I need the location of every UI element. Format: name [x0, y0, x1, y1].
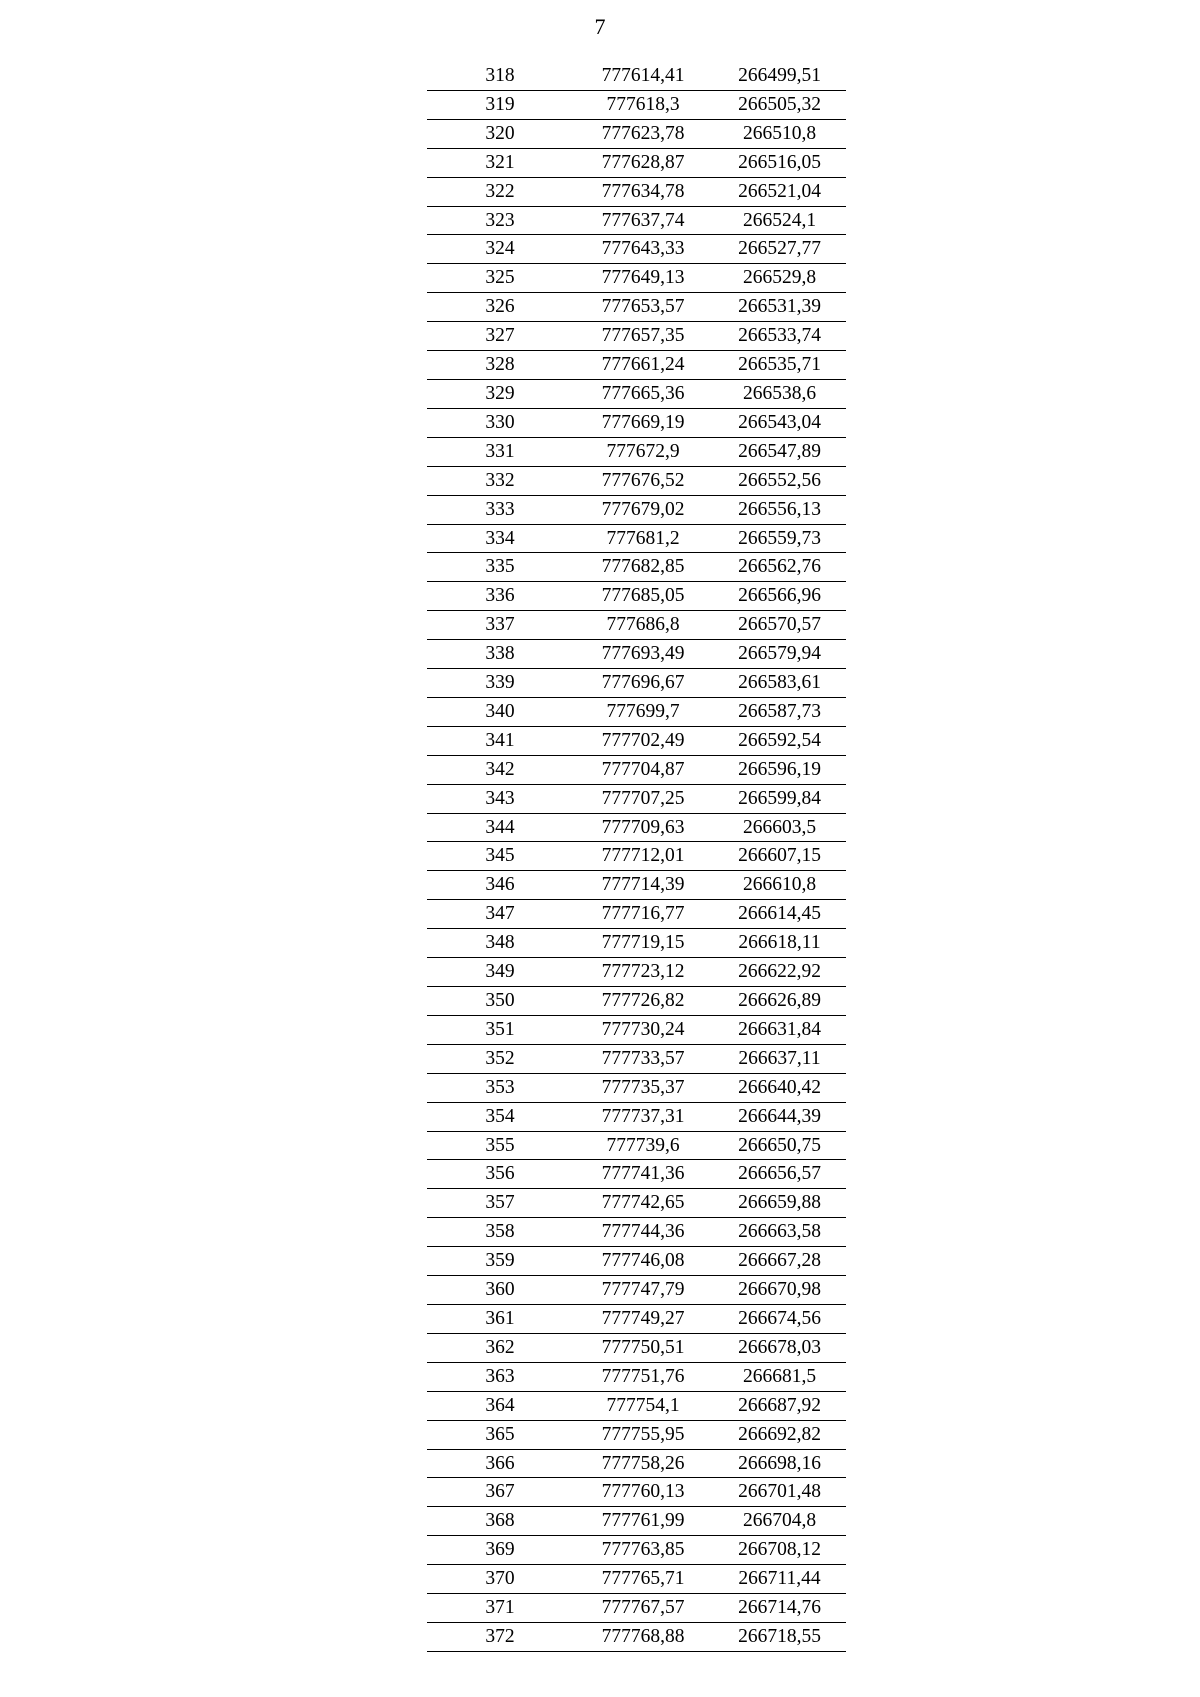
y-coordinate-cell: 266626,89	[713, 987, 846, 1016]
table-row	[427, 900, 846, 929]
x-coordinate-cell: 777760,13	[573, 1478, 713, 1507]
point-number-cell: 363	[427, 1362, 573, 1391]
point-number-cell: 340	[427, 697, 573, 726]
point-number-cell: 338	[427, 640, 573, 669]
point-number-cell: 371	[427, 1594, 573, 1623]
table-row	[427, 379, 846, 408]
y-coordinate-cell: 266650,75	[713, 1131, 846, 1160]
y-coordinate-cell: 266687,92	[713, 1391, 846, 1420]
table-row	[427, 351, 846, 380]
point-number-cell: 328	[427, 351, 573, 380]
x-coordinate-cell: 777741,36	[573, 1160, 713, 1189]
x-coordinate-cell: 777686,8	[573, 611, 713, 640]
y-coordinate-cell: 266640,42	[713, 1073, 846, 1102]
x-coordinate-cell: 777665,36	[573, 379, 713, 408]
x-coordinate-cell: 777719,15	[573, 929, 713, 958]
point-number-cell: 368	[427, 1507, 573, 1536]
table-row	[427, 1449, 846, 1478]
point-number-cell: 352	[427, 1044, 573, 1073]
x-coordinate-cell: 777628,87	[573, 148, 713, 177]
point-number-cell: 345	[427, 842, 573, 871]
x-coordinate-cell: 777702,49	[573, 726, 713, 755]
x-coordinate-cell: 777754,1	[573, 1391, 713, 1420]
table-row	[427, 1333, 846, 1362]
point-number-cell: 343	[427, 784, 573, 813]
table-row	[427, 697, 846, 726]
point-number-cell: 359	[427, 1247, 573, 1276]
x-coordinate-cell: 777649,13	[573, 264, 713, 293]
table-row	[427, 437, 846, 466]
table-row	[427, 495, 846, 524]
x-coordinate-cell: 777669,19	[573, 408, 713, 437]
x-coordinate-cell: 777758,26	[573, 1449, 713, 1478]
y-coordinate-cell: 266711,44	[713, 1565, 846, 1594]
table-row	[427, 235, 846, 264]
y-coordinate-cell: 266562,76	[713, 553, 846, 582]
point-number-cell: 321	[427, 148, 573, 177]
x-coordinate-cell: 777747,79	[573, 1276, 713, 1305]
point-number-cell: 349	[427, 958, 573, 987]
x-coordinate-cell: 777679,02	[573, 495, 713, 524]
y-coordinate-cell: 266538,6	[713, 379, 846, 408]
table-row	[427, 755, 846, 784]
y-coordinate-cell: 266592,54	[713, 726, 846, 755]
table-row	[427, 1536, 846, 1565]
table-row	[427, 1189, 846, 1218]
point-number-cell: 337	[427, 611, 573, 640]
y-coordinate-cell: 266674,56	[713, 1304, 846, 1333]
table-row	[427, 1478, 846, 1507]
table-row	[427, 1015, 846, 1044]
point-number-cell: 365	[427, 1420, 573, 1449]
table-row	[427, 62, 846, 90]
y-coordinate-cell: 266714,76	[713, 1594, 846, 1623]
x-coordinate-cell: 777730,24	[573, 1015, 713, 1044]
x-coordinate-cell: 777755,95	[573, 1420, 713, 1449]
point-number-cell: 330	[427, 408, 573, 437]
point-number-cell: 336	[427, 582, 573, 611]
point-number-cell: 355	[427, 1131, 573, 1160]
table-row	[427, 1131, 846, 1160]
table-row	[427, 784, 846, 813]
x-coordinate-cell: 777685,05	[573, 582, 713, 611]
y-coordinate-cell: 266698,16	[713, 1449, 846, 1478]
table-row	[427, 1565, 846, 1594]
y-coordinate-cell: 266667,28	[713, 1247, 846, 1276]
y-coordinate-cell: 266663,58	[713, 1218, 846, 1247]
table-row	[427, 524, 846, 553]
x-coordinate-cell: 777712,01	[573, 842, 713, 871]
point-number-cell: 364	[427, 1391, 573, 1420]
table-row	[427, 264, 846, 293]
point-number-cell: 362	[427, 1333, 573, 1362]
y-coordinate-cell: 266505,32	[713, 90, 846, 119]
y-coordinate-cell: 266670,98	[713, 1276, 846, 1305]
point-number-cell: 366	[427, 1449, 573, 1478]
point-number-cell: 348	[427, 929, 573, 958]
x-coordinate-cell: 777768,88	[573, 1622, 713, 1651]
table-row	[427, 1073, 846, 1102]
table-row	[427, 1507, 846, 1536]
y-coordinate-cell: 266681,5	[713, 1362, 846, 1391]
x-coordinate-cell: 777643,33	[573, 235, 713, 264]
table-row	[427, 1218, 846, 1247]
x-coordinate-cell: 777751,76	[573, 1362, 713, 1391]
x-coordinate-cell: 777682,85	[573, 553, 713, 582]
point-number-cell: 333	[427, 495, 573, 524]
x-coordinate-cell: 777737,31	[573, 1102, 713, 1131]
table-row	[427, 929, 846, 958]
point-number-cell: 319	[427, 90, 573, 119]
y-coordinate-cell: 266704,8	[713, 1507, 846, 1536]
table-row	[427, 958, 846, 987]
table-row	[427, 669, 846, 698]
y-coordinate-cell: 266516,05	[713, 148, 846, 177]
x-coordinate-cell: 777707,25	[573, 784, 713, 813]
point-number-cell: 351	[427, 1015, 573, 1044]
x-coordinate-cell: 777716,77	[573, 900, 713, 929]
x-coordinate-cell: 777637,74	[573, 206, 713, 235]
x-coordinate-cell: 777763,85	[573, 1536, 713, 1565]
y-coordinate-cell: 266599,84	[713, 784, 846, 813]
y-coordinate-cell: 266579,94	[713, 640, 846, 669]
point-number-cell: 370	[427, 1565, 573, 1594]
x-coordinate-cell: 777750,51	[573, 1333, 713, 1362]
table-row	[427, 1391, 846, 1420]
point-number-cell: 356	[427, 1160, 573, 1189]
x-coordinate-cell: 777723,12	[573, 958, 713, 987]
table-row	[427, 813, 846, 842]
table-row	[427, 611, 846, 640]
page-number: 7	[594, 14, 606, 39]
y-coordinate-cell: 266543,04	[713, 408, 846, 437]
x-coordinate-cell: 777709,63	[573, 813, 713, 842]
x-coordinate-cell: 777693,49	[573, 640, 713, 669]
y-coordinate-cell: 266570,57	[713, 611, 846, 640]
table-row	[427, 1622, 846, 1651]
point-number-cell: 372	[427, 1622, 573, 1651]
y-coordinate-cell: 266708,12	[713, 1536, 846, 1565]
x-coordinate-cell: 777744,36	[573, 1218, 713, 1247]
x-coordinate-cell: 777767,57	[573, 1594, 713, 1623]
point-number-cell: 350	[427, 987, 573, 1016]
table-row	[427, 1276, 846, 1305]
y-coordinate-cell: 266637,11	[713, 1044, 846, 1073]
table-row	[427, 1160, 846, 1189]
y-coordinate-cell: 266533,74	[713, 322, 846, 351]
y-coordinate-cell: 266587,73	[713, 697, 846, 726]
point-number-cell: 332	[427, 466, 573, 495]
y-coordinate-cell: 266603,5	[713, 813, 846, 842]
x-coordinate-cell: 777696,67	[573, 669, 713, 698]
x-coordinate-cell: 777704,87	[573, 755, 713, 784]
table-row	[427, 987, 846, 1016]
table-row	[427, 871, 846, 900]
table-row	[427, 119, 846, 148]
point-number-cell: 358	[427, 1218, 573, 1247]
y-coordinate-cell: 266583,61	[713, 669, 846, 698]
x-coordinate-cell: 777742,65	[573, 1189, 713, 1218]
y-coordinate-cell: 266607,15	[713, 842, 846, 871]
point-number-cell: 341	[427, 726, 573, 755]
point-number-cell: 367	[427, 1478, 573, 1507]
y-coordinate-cell: 266701,48	[713, 1478, 846, 1507]
y-coordinate-cell: 266659,88	[713, 1189, 846, 1218]
table-row	[427, 408, 846, 437]
table-row	[427, 90, 846, 119]
y-coordinate-cell: 266610,8	[713, 871, 846, 900]
table-row	[427, 1102, 846, 1131]
y-coordinate-cell: 266656,57	[713, 1160, 846, 1189]
x-coordinate-cell: 777746,08	[573, 1247, 713, 1276]
x-coordinate-cell: 777676,52	[573, 466, 713, 495]
x-coordinate-cell: 777681,2	[573, 524, 713, 553]
point-number-cell: 324	[427, 235, 573, 264]
y-coordinate-cell: 266552,56	[713, 466, 846, 495]
x-coordinate-cell: 777699,7	[573, 697, 713, 726]
x-coordinate-cell: 777653,57	[573, 293, 713, 322]
table-row	[427, 1362, 846, 1391]
point-number-cell: 335	[427, 553, 573, 582]
table-row	[427, 206, 846, 235]
point-number-cell: 334	[427, 524, 573, 553]
y-coordinate-cell: 266510,8	[713, 119, 846, 148]
table-row	[427, 842, 846, 871]
y-coordinate-cell: 266631,84	[713, 1015, 846, 1044]
point-number-cell: 347	[427, 900, 573, 929]
table-row	[427, 177, 846, 206]
table-row	[427, 1420, 846, 1449]
y-coordinate-cell: 266678,03	[713, 1333, 846, 1362]
point-number-cell: 357	[427, 1189, 573, 1218]
y-coordinate-cell: 266596,19	[713, 755, 846, 784]
y-coordinate-cell: 266547,89	[713, 437, 846, 466]
y-coordinate-cell: 266527,77	[713, 235, 846, 264]
point-number-cell: 325	[427, 264, 573, 293]
point-number-cell: 323	[427, 206, 573, 235]
y-coordinate-cell: 266531,39	[713, 293, 846, 322]
x-coordinate-cell: 777618,3	[573, 90, 713, 119]
table-row	[427, 640, 846, 669]
x-coordinate-cell: 777657,35	[573, 322, 713, 351]
point-number-cell: 369	[427, 1536, 573, 1565]
point-number-cell: 344	[427, 813, 573, 842]
point-number-cell: 318	[427, 62, 573, 90]
point-number-cell: 339	[427, 669, 573, 698]
x-coordinate-cell: 777749,27	[573, 1304, 713, 1333]
point-number-cell: 327	[427, 322, 573, 351]
x-coordinate-cell: 777733,57	[573, 1044, 713, 1073]
y-coordinate-cell: 266556,13	[713, 495, 846, 524]
point-number-cell: 346	[427, 871, 573, 900]
table-row	[427, 1044, 846, 1073]
x-coordinate-cell: 777634,78	[573, 177, 713, 206]
table-row	[427, 322, 846, 351]
table-row	[427, 466, 846, 495]
table-row	[427, 582, 846, 611]
y-coordinate-cell: 266566,96	[713, 582, 846, 611]
y-coordinate-cell: 266644,39	[713, 1102, 846, 1131]
point-number-cell: 342	[427, 755, 573, 784]
x-coordinate-cell: 777761,99	[573, 1507, 713, 1536]
x-coordinate-cell: 777661,24	[573, 351, 713, 380]
x-coordinate-cell: 777739,6	[573, 1131, 713, 1160]
point-number-cell: 329	[427, 379, 573, 408]
y-coordinate-cell: 266692,82	[713, 1420, 846, 1449]
y-coordinate-cell: 266718,55	[713, 1622, 846, 1651]
y-coordinate-cell: 266622,92	[713, 958, 846, 987]
y-coordinate-cell: 266535,71	[713, 351, 846, 380]
table-row	[427, 553, 846, 582]
table-row	[427, 726, 846, 755]
y-coordinate-cell: 266614,45	[713, 900, 846, 929]
x-coordinate-cell: 777765,71	[573, 1565, 713, 1594]
x-coordinate-cell: 777623,78	[573, 119, 713, 148]
coordinates-table	[427, 62, 846, 1652]
x-coordinate-cell: 777614,41	[573, 62, 713, 90]
y-coordinate-cell: 266499,51	[713, 62, 846, 90]
x-coordinate-cell: 777735,37	[573, 1073, 713, 1102]
table-row	[427, 1594, 846, 1623]
point-number-cell: 320	[427, 119, 573, 148]
point-number-cell: 360	[427, 1276, 573, 1305]
point-number-cell: 361	[427, 1304, 573, 1333]
point-number-cell: 331	[427, 437, 573, 466]
x-coordinate-cell: 777714,39	[573, 871, 713, 900]
y-coordinate-cell: 266524,1	[713, 206, 846, 235]
point-number-cell: 353	[427, 1073, 573, 1102]
x-coordinate-cell: 777672,9	[573, 437, 713, 466]
coordinates-table-body	[427, 62, 846, 1651]
table-row	[427, 1247, 846, 1276]
point-number-cell: 322	[427, 177, 573, 206]
table-row	[427, 1304, 846, 1333]
table-row	[427, 293, 846, 322]
y-coordinate-cell: 266529,8	[713, 264, 846, 293]
point-number-cell: 326	[427, 293, 573, 322]
y-coordinate-cell: 266559,73	[713, 524, 846, 553]
x-coordinate-cell: 777726,82	[573, 987, 713, 1016]
point-number-cell: 354	[427, 1102, 573, 1131]
y-coordinate-cell: 266618,11	[713, 929, 846, 958]
table-row	[427, 148, 846, 177]
y-coordinate-cell: 266521,04	[713, 177, 846, 206]
